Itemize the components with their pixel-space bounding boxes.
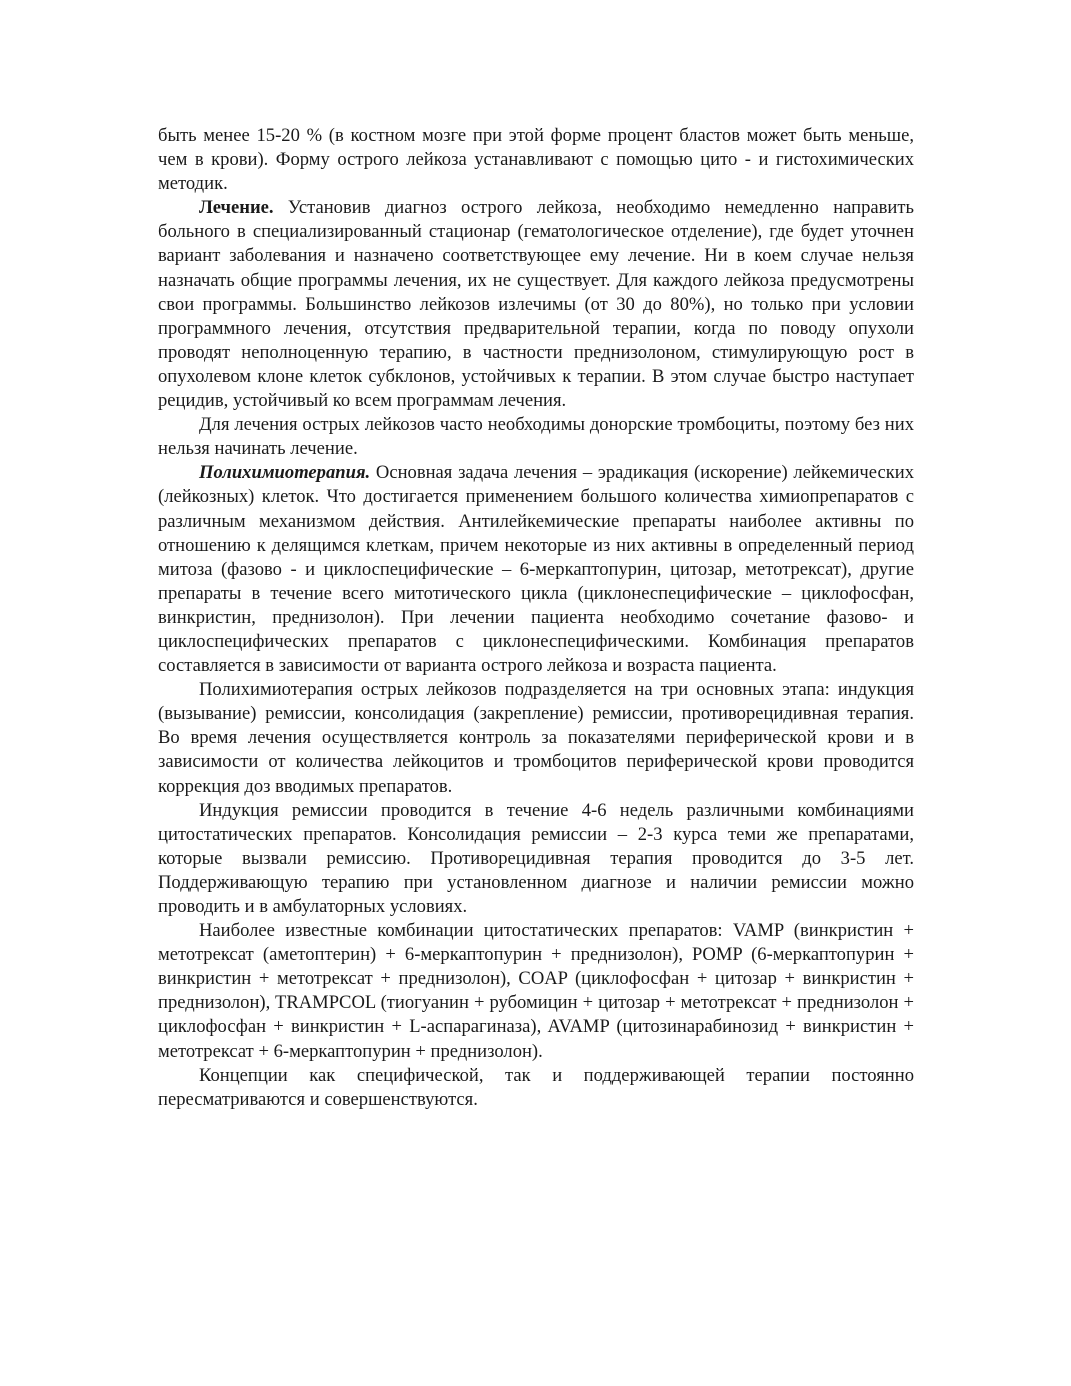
paragraph — [158, 799, 914, 919]
paragraph-treatment — [158, 196, 914, 413]
paragraph-text: Полихимиотерапия острых лейкозов подразделяется на три основных этапа: индукция (вызывание) ремиссии, консолидация (закрепление) ремиссии, противорецидивная терапия. Во время лечения осуществляется контроль за показателями периферической крови и в зависимости от количества лейкоцитов и тромбоцитов периферической крови проводится коррекция доз вводимых препаратов. — [158, 679, 914, 797]
paragraph-text: Для лечения острых лейкозов часто необходимы донорские тромбоциты, поэтому без них нельзя начинать лечение. — [158, 414, 914, 460]
paragraph — [158, 413, 914, 461]
section-heading-polychemotherapy: Полихимиотерапия. — [199, 462, 371, 484]
paragraph — [158, 919, 914, 1064]
paragraph-text: быть менее 15-20 % (в костном мозге при этой форме процент бластов может быть меньше, чем в крови). Форму острого лейкоза устанавливают с помощью цито - и гистохимических методик. — [158, 125, 914, 195]
paragraph — [158, 678, 914, 798]
paragraph-text: Концепции как специфической, так и поддерживающей терапии постоянно пересматриваются и совершенствуются. — [158, 1064, 914, 1110]
paragraph-text: Индукция ремиссии проводится в течение 4-6 недель различными комбинациями цитостатических препаратов. Консолидация ремиссии – 2-3 курса теми же препаратами, которые вызвали ремиссию. Противорецидивная терапия проводится до 3-5 лет. Поддерживающую терапию при установленном диагнозе и наличии ремиссии можно проводить и в амбулаторных условиях. — [158, 799, 914, 917]
paragraph-text: Наиболее известные комбинации цитостатических препаратов: VAMP (винкристин + метотрексат (аметоптерин) + 6-меркаптопурин + преднизолон), POMP (6-меркаптопурин + винкристин + метотрексат + преднизолон), COAP (циклофосфан + цитозар + винкристин + преднизолон), TRAMPCOL (тиогуанин + рубомицин + цитозар + метотрексат + преднизолон + циклофосфан + винкристин + L-аспарагиназа), AVAMP (цитозинарабинозид + винкристин + метотрексат + 6-меркаптопурин + преднизолон). — [158, 920, 914, 1062]
paragraph-text: Установив диагноз острого лейкоза, необходимо немедленно направить больного в специализированный стационар (гематологическое отделение), где будет уточнен вариант заболевания и назначено соответствующее ему лечение. Ни в коем случае нельзя назначать общие программы лечения, их не существует. Для каждого лейкоза предусмотрены свои программы. Большинство лейкозов излечимы (от 30 до 80%), но только при условии программного лечения, отсутствия предварительной терапии, когда по поводу опухоли проводят неполноценную терапию, в частности преднизолоном, стимулирующую рост в опухолевом клоне клеток субклонов, устойчивых к терапии. В этом случае быстро наступает рецидив, устойчивый ко всем программам лечения. — [158, 197, 914, 412]
paragraph — [158, 124, 914, 196]
paragraph — [158, 1064, 914, 1112]
paragraph-text: Основная задача лечения – эрадикация (искорение) лейкемических (лейкозных) клеток. Что достигается применением большого количества химиопрепаратов с различным механизмом действия. Антилейкемические препараты наиболее активны по отношению к делящимся клеткам, причем некоторые из них активны в определенный период митоза (фазово - и циклоспецифические – 6-меркаптопурин, цитозар, метотрексат), другие препараты в течение всего митотического цикла (циклонеспецифические – циклофосфан, винкристин, преднизолон). При лечении пациента необходимо сочетание фазово- и циклоспецифических препаратов с циклонеспецифическими. Комбинация препаратов составляется в зависимости от варианта острого лейкоза и возраста пациента. — [158, 462, 914, 677]
document-page — [158, 124, 914, 1112]
paragraph-polychemotherapy — [158, 461, 914, 678]
section-heading-treatment: Лечение. — [199, 197, 274, 219]
